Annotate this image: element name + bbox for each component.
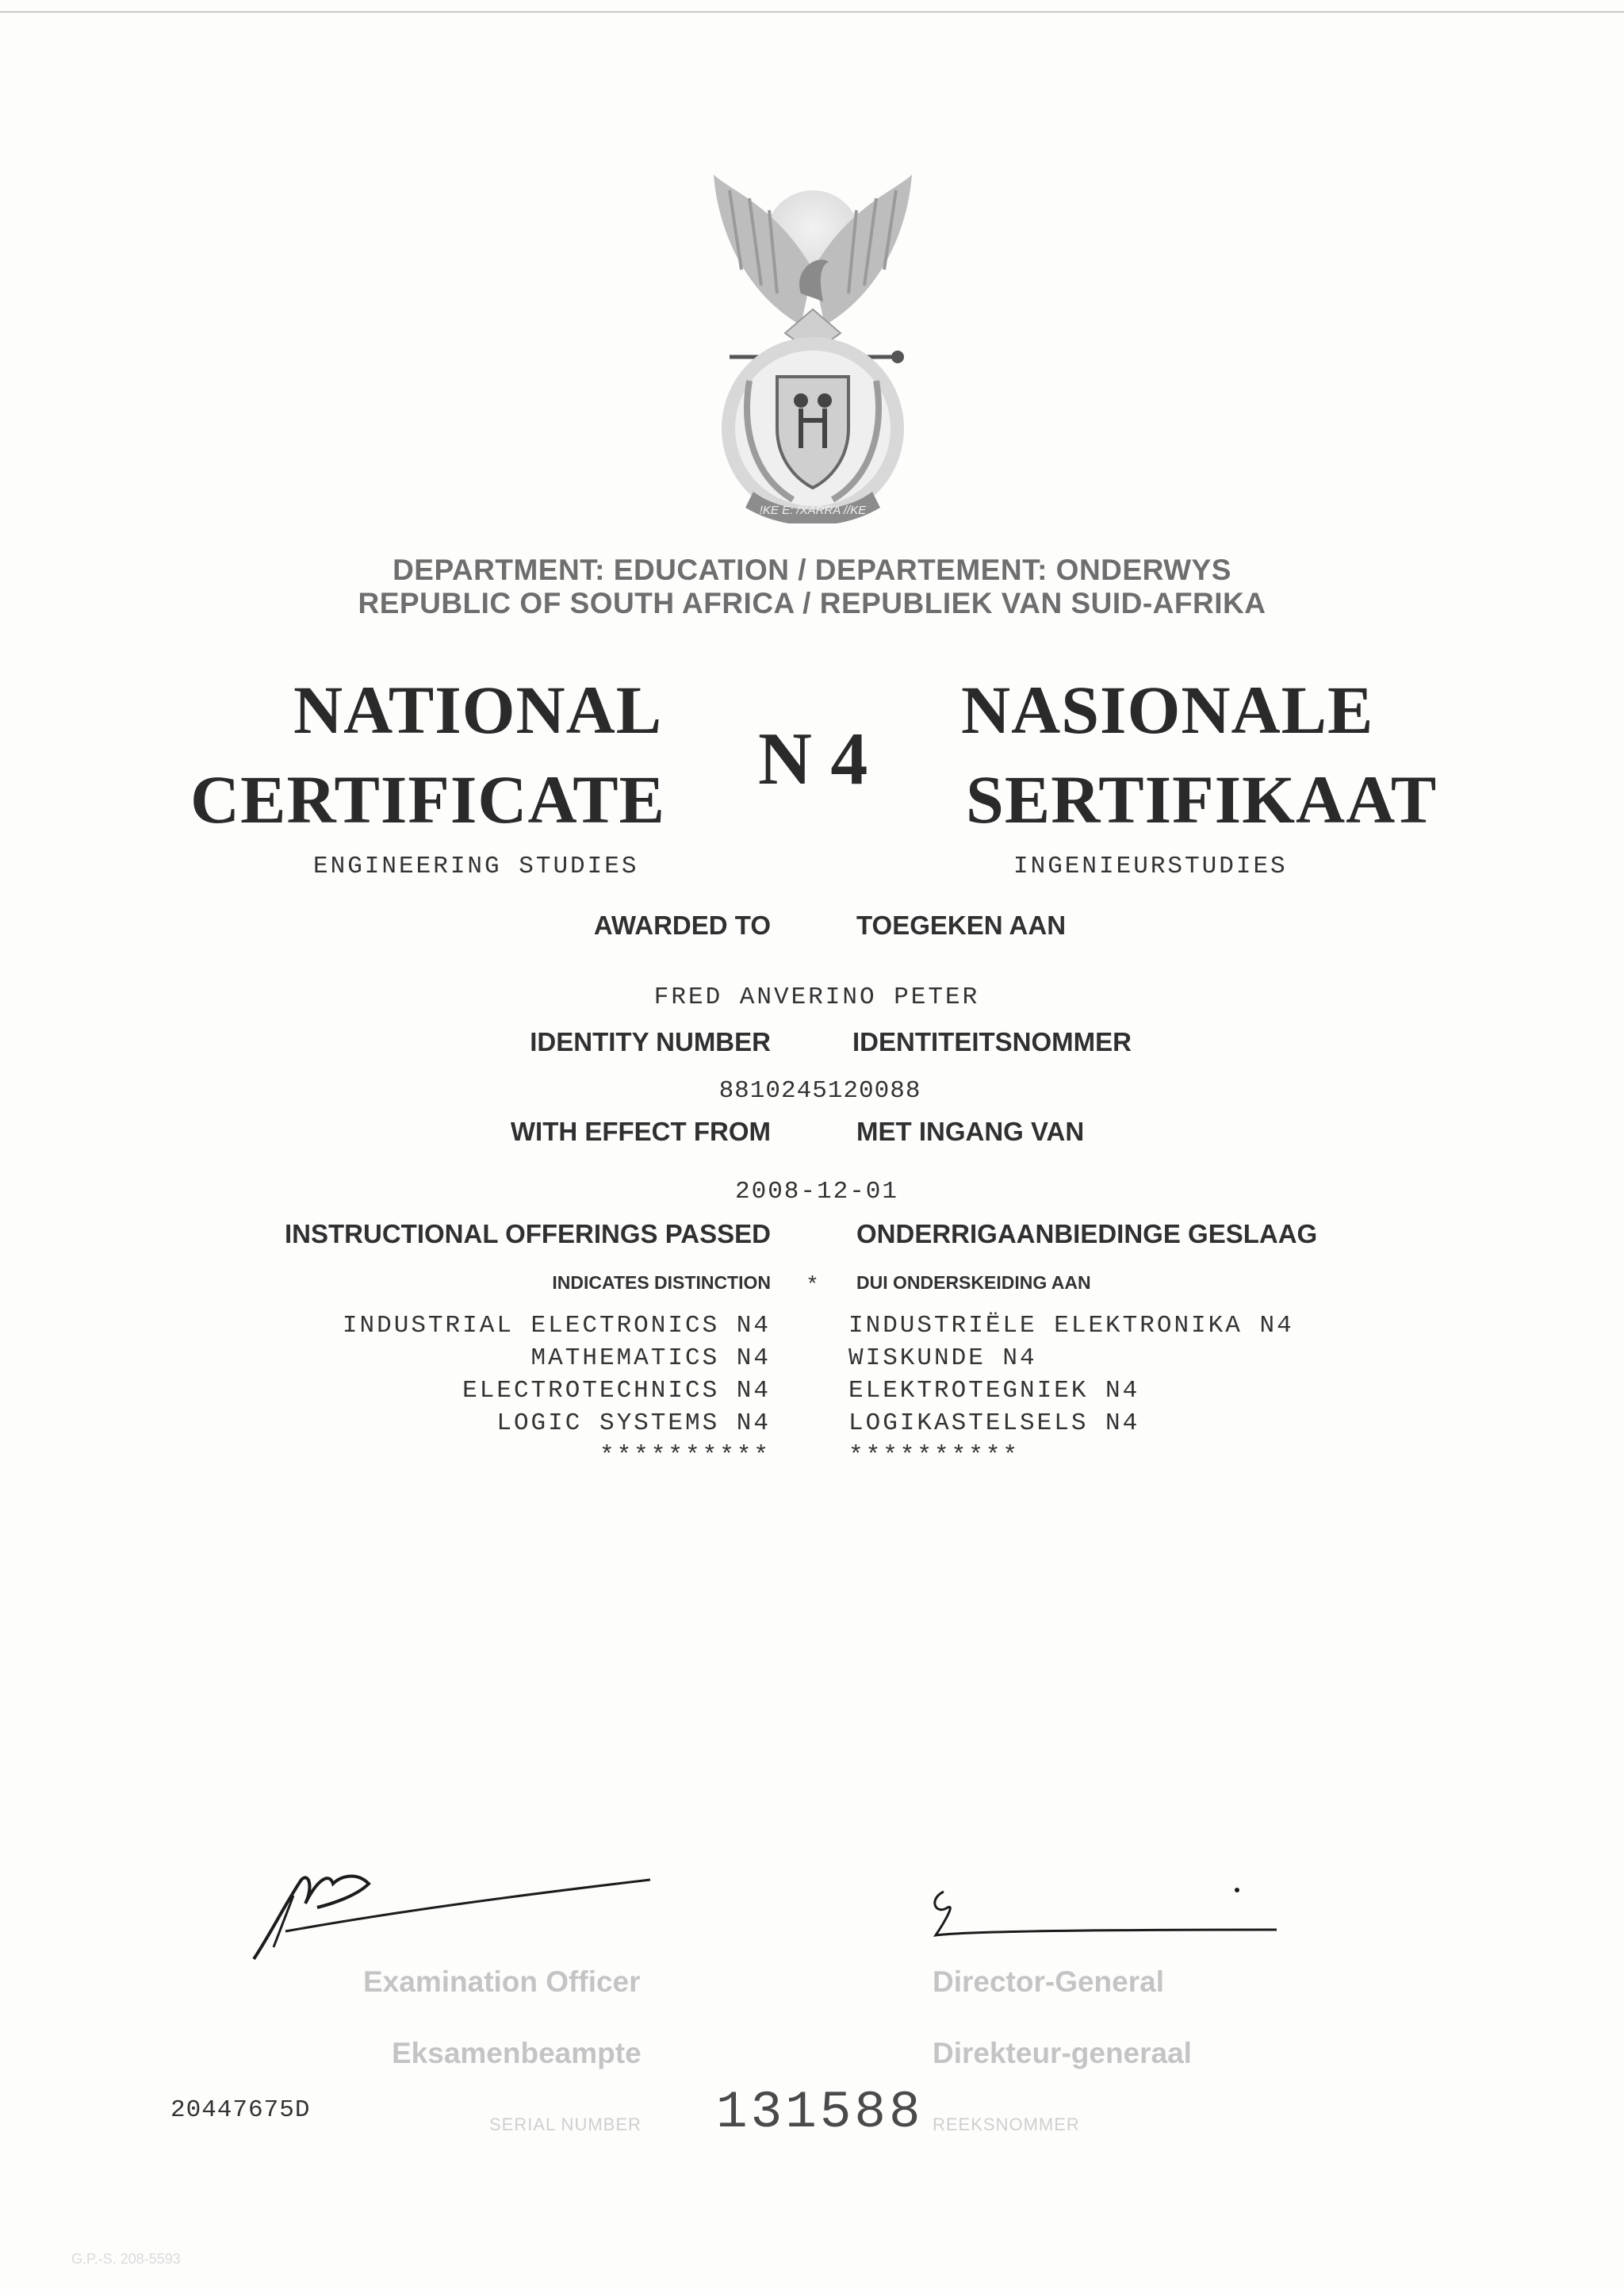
awarded-label-en: AWARDED TO xyxy=(593,911,771,940)
top-border-line xyxy=(0,11,1624,13)
examination-officer-label-af: Eksamenbeampte xyxy=(392,2037,642,2069)
director-general-signature xyxy=(920,1868,1293,1947)
subject-af-2: WISKUNDE N4 xyxy=(848,1344,1037,1372)
coat-of-arms-icon xyxy=(682,174,944,523)
subject-af-3: ELEKTROTEGNIEK N4 xyxy=(848,1377,1140,1405)
subject-af-1: INDUSTRIËLE ELEKTRONIKA N4 xyxy=(848,1312,1294,1340)
examination-officer-label: Examination Officer xyxy=(363,1965,641,1998)
serial-number-label: SERIAL NUMBER xyxy=(489,2115,642,2134)
effect-label-en: WITH EFFECT FROM xyxy=(510,1117,771,1146)
title-en-line2: CERTIFICATE xyxy=(190,761,665,838)
title-en-line1: NATIONAL xyxy=(293,672,663,748)
awarded-label-af: TOEGEKEN AAN xyxy=(856,911,1067,940)
subject-en-2: MATHEMATICS N4 xyxy=(530,1344,771,1372)
identity-number: 8810245120088 xyxy=(718,1077,921,1105)
director-general-label: Director-General xyxy=(933,1965,1164,1998)
distinction-label-af: DUI ONDERSKEIDING AAN xyxy=(856,1272,1091,1293)
identity-label-en: IDENTITY NUMBER xyxy=(530,1027,771,1056)
distinction-label-en: INDICATES DISTINCTION xyxy=(552,1272,771,1293)
certificate-code: 20447675D xyxy=(170,2096,311,2124)
subject-af-4: LOGIKASTELSELS N4 xyxy=(848,1409,1140,1437)
republic-line: REPUBLIC OF SOUTH AFRICA / REPUBLIEK VAN SUID-AFRIKA xyxy=(358,587,1266,619)
subject-en-1: INDUSTRIAL ELECTRONICS N4 xyxy=(342,1312,771,1340)
director-general-label-af: Direkteur-generaal xyxy=(933,2037,1192,2069)
motto-text: !KE E: /XARRA //KE xyxy=(759,504,867,517)
level-badge: N 4 xyxy=(758,718,868,800)
subjects-af-list xyxy=(848,1309,1562,1472)
recipient-name: FRED ANVERINO PETER xyxy=(653,983,980,1011)
department-line: DEPARTMENT: EDUCATION / DEPARTEMENT: ONDERWYS xyxy=(393,554,1231,586)
offerings-label-en: INSTRUCTIONAL OFFERINGS PASSED xyxy=(285,1219,771,1248)
title-af-line1: NASIONALE xyxy=(961,672,1374,748)
subject-en-3: ELECTROTECHNICS N4 xyxy=(462,1377,771,1405)
effect-date: 2008-12-01 xyxy=(734,1178,899,1206)
serial-number-label-af: REEKSNOMMER xyxy=(933,2115,1080,2134)
distinction-symbol: * xyxy=(808,1271,817,1295)
subjects-en-list xyxy=(0,1309,771,1472)
identity-label-af: IDENTITEITSNOMMER xyxy=(852,1027,1132,1056)
subject-af-5: ********** xyxy=(848,1442,1021,1470)
examination-officer-signature xyxy=(238,1848,666,1975)
serial-number: 131588 xyxy=(716,2083,924,2142)
title-af-line2: SERTIFIKAAT xyxy=(966,761,1438,838)
effect-label-af: MET INGANG VAN xyxy=(856,1117,1085,1146)
subject-en-4: LOGIC SYSTEMS N4 xyxy=(496,1409,771,1437)
print-code: G.P.-S. 208-5593 xyxy=(71,2251,181,2267)
field-en: ENGINEERING STUDIES xyxy=(313,853,639,880)
field-af: INGENIEURSTUDIES xyxy=(1013,853,1288,880)
subject-en-5: ********** xyxy=(599,1442,771,1470)
offerings-label-af: ONDERRIGAANBIEDINGE GESLAAG xyxy=(856,1219,1318,1248)
